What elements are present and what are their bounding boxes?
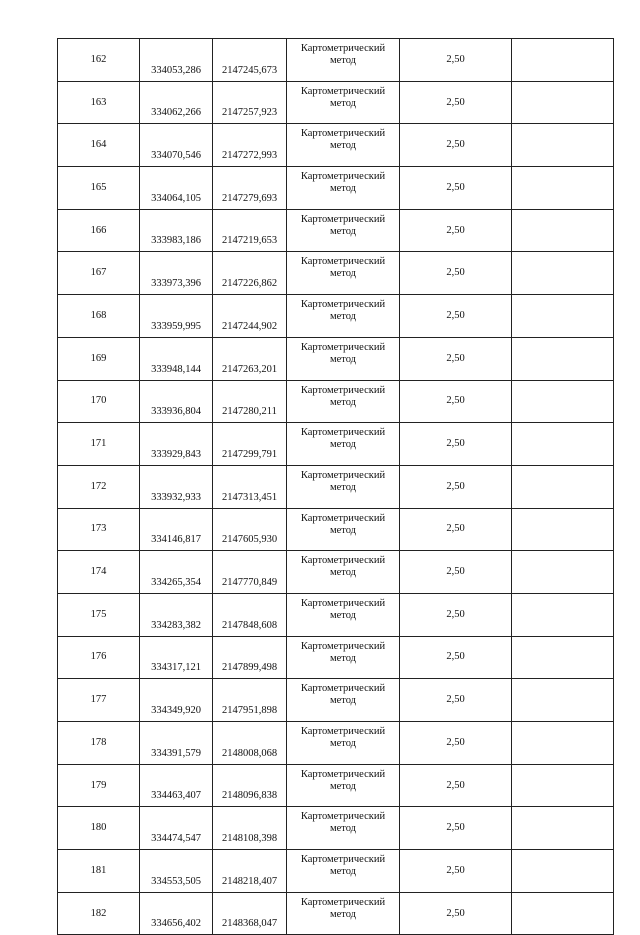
accuracy-cell: 2,50: [400, 124, 512, 167]
point-number-cell: 174: [58, 551, 140, 594]
method-text: Картометрический метод: [300, 811, 386, 835]
x-coordinate-cell: 334656,402: [140, 892, 213, 935]
accuracy-cell: 2,50: [400, 892, 512, 935]
table-row: [58, 892, 614, 935]
method-text: Картометрический метод: [300, 726, 386, 749]
y-coordinate-cell: 2148096,838: [213, 764, 287, 807]
accuracy-cell: 2,50: [400, 508, 512, 551]
point-number-cell: 181: [58, 850, 140, 893]
y-coordinate-cell: 2148008,068: [213, 722, 287, 765]
table-row: [58, 593, 614, 636]
y-coordinate-cell: 2147848,608: [213, 593, 287, 636]
y-coordinate-cell: 2147951,898: [213, 679, 287, 722]
method-cell: [287, 593, 400, 636]
method-cell: [287, 636, 400, 679]
y-coordinate-cell: 2147299,791: [213, 423, 287, 466]
method-cell: [287, 167, 400, 210]
table-row: [58, 551, 614, 594]
y-coordinate-cell: 2147263,201: [213, 337, 287, 380]
note-cell: [512, 337, 614, 380]
note-cell: [512, 423, 614, 466]
y-coordinate-cell: 2147313,451: [213, 465, 287, 508]
method-cell: [287, 807, 400, 850]
note-cell: [512, 593, 614, 636]
method-text: Картометрический метод: [300, 341, 386, 365]
x-coordinate-cell: 334283,382: [140, 593, 213, 636]
point-number-cell: 179: [58, 764, 140, 807]
note-cell: [512, 124, 614, 167]
note-cell: [512, 551, 614, 594]
method-cell: [287, 39, 400, 82]
accuracy-cell: 2,50: [400, 295, 512, 338]
point-number-cell: 165: [58, 167, 140, 210]
method-cell: [287, 380, 400, 423]
y-coordinate-cell: 2147605,930: [213, 508, 287, 551]
note-cell: [512, 380, 614, 423]
accuracy-cell: 2,50: [400, 380, 512, 423]
point-number-cell: 173: [58, 508, 140, 551]
table-row: [58, 81, 614, 124]
note-cell: [512, 807, 614, 850]
method-text: Картометрический метод: [300, 299, 386, 323]
x-coordinate-cell: 334064,105: [140, 167, 213, 210]
table-row: [58, 423, 614, 466]
method-text: Картометрический метод: [300, 555, 386, 579]
table-row: [58, 209, 614, 252]
x-coordinate-cell: 334553,505: [140, 850, 213, 893]
point-number-cell: 163: [58, 81, 140, 124]
y-coordinate-cell: 2147279,693: [213, 167, 287, 210]
note-cell: [512, 850, 614, 893]
y-coordinate-cell: 2148368,047: [213, 892, 287, 935]
method-cell: [287, 124, 400, 167]
y-coordinate-cell: 2147244,902: [213, 295, 287, 338]
y-coordinate-cell: 2147257,923: [213, 81, 287, 124]
method-cell: [287, 508, 400, 551]
x-coordinate-cell: 333929,843: [140, 423, 213, 466]
table-row: [58, 508, 614, 551]
note-cell: [512, 39, 614, 82]
note-cell: [512, 167, 614, 210]
y-coordinate-cell: 2147219,653: [213, 209, 287, 252]
table-row: [58, 252, 614, 295]
x-coordinate-cell: 333936,804: [140, 380, 213, 423]
method-text: Картометрический метод: [300, 427, 386, 451]
method-cell: [287, 551, 400, 594]
y-coordinate-cell: 2147272,993: [213, 124, 287, 167]
note-cell: [512, 295, 614, 338]
accuracy-cell: 2,50: [400, 465, 512, 508]
table-row: [58, 337, 614, 380]
x-coordinate-cell: 334349,920: [140, 679, 213, 722]
accuracy-cell: 2,50: [400, 167, 512, 210]
x-coordinate-cell: 334317,121: [140, 636, 213, 679]
accuracy-cell: 2,50: [400, 679, 512, 722]
accuracy-cell: 2,50: [400, 636, 512, 679]
table-row: [58, 636, 614, 679]
accuracy-cell: 2,50: [400, 722, 512, 765]
method-cell: [287, 679, 400, 722]
table-row: [58, 39, 614, 82]
method-cell: [287, 850, 400, 893]
point-number-cell: 172: [58, 465, 140, 508]
method-text: Картометрический метод: [300, 256, 386, 280]
note-cell: [512, 679, 614, 722]
table-row: [58, 167, 614, 210]
point-number-cell: 182: [58, 892, 140, 935]
y-coordinate-cell: 2147899,498: [213, 636, 287, 679]
table-row: [58, 124, 614, 167]
method-cell: [287, 209, 400, 252]
method-text: Картометрический метод: [300, 512, 386, 536]
accuracy-cell: 2,50: [400, 551, 512, 594]
x-coordinate-cell: 333948,144: [140, 337, 213, 380]
x-coordinate-cell: 334391,579: [140, 722, 213, 765]
note-cell: [512, 636, 614, 679]
method-text: Картометрический метод: [300, 213, 386, 237]
note-cell: [512, 81, 614, 124]
x-coordinate-cell: 333959,995: [140, 295, 213, 338]
note-cell: [512, 892, 614, 935]
method-text: Картометрический метод: [300, 171, 386, 195]
note-cell: [512, 508, 614, 551]
coordinates-table: [57, 38, 614, 935]
accuracy-cell: 2,50: [400, 81, 512, 124]
note-cell: [512, 764, 614, 807]
x-coordinate-cell: 334265,354: [140, 551, 213, 594]
x-coordinate-cell: 334070,546: [140, 124, 213, 167]
point-number-cell: 166: [58, 209, 140, 252]
point-number-cell: 177: [58, 679, 140, 722]
method-cell: [287, 722, 400, 765]
point-number-cell: 170: [58, 380, 140, 423]
method-cell: [287, 764, 400, 807]
table-row: [58, 722, 614, 765]
table-row: [58, 295, 614, 338]
x-coordinate-cell: 334146,817: [140, 508, 213, 551]
x-coordinate-cell: 334062,266: [140, 81, 213, 124]
accuracy-cell: 2,50: [400, 593, 512, 636]
method-text: Картометрический метод: [300, 85, 386, 109]
accuracy-cell: 2,50: [400, 252, 512, 295]
point-number-cell: 162: [58, 39, 140, 82]
method-text: Картометрический метод: [300, 640, 386, 664]
method-cell: [287, 465, 400, 508]
point-number-cell: 180: [58, 807, 140, 850]
table-row: [58, 850, 614, 893]
method-text: Картометрический метод: [300, 597, 386, 621]
coordinates-table-body: [58, 39, 614, 935]
accuracy-cell: 2,50: [400, 764, 512, 807]
accuracy-cell: 2,50: [400, 337, 512, 380]
point-number-cell: 176: [58, 636, 140, 679]
method-text: Картометрический метод: [300, 128, 386, 152]
method-text: Картометрический метод: [300, 854, 386, 878]
table-row: [58, 679, 614, 722]
point-number-cell: 171: [58, 423, 140, 466]
method-cell: [287, 252, 400, 295]
point-number-cell: 168: [58, 295, 140, 338]
accuracy-cell: 2,50: [400, 39, 512, 82]
x-coordinate-cell: 333973,396: [140, 252, 213, 295]
method-cell: [287, 295, 400, 338]
accuracy-cell: 2,50: [400, 423, 512, 466]
y-coordinate-cell: 2147226,862: [213, 252, 287, 295]
note-cell: [512, 465, 614, 508]
point-number-cell: 169: [58, 337, 140, 380]
table-row: [58, 380, 614, 423]
point-number-cell: 175: [58, 593, 140, 636]
y-coordinate-cell: 2147245,673: [213, 39, 287, 82]
point-number-cell: 178: [58, 722, 140, 765]
method-cell: [287, 423, 400, 466]
y-coordinate-cell: 2148218,407: [213, 850, 287, 893]
y-coordinate-cell: 2147770,849: [213, 551, 287, 594]
note-cell: [512, 722, 614, 765]
method-text: Картометрический метод: [300, 384, 386, 408]
point-number-cell: 164: [58, 124, 140, 167]
note-cell: [512, 252, 614, 295]
method-cell: [287, 81, 400, 124]
method-text: Картометрический метод: [300, 896, 386, 920]
point-number-cell: 167: [58, 252, 140, 295]
method-text: Картометрический метод: [300, 43, 386, 66]
x-coordinate-cell: 334053,286: [140, 39, 213, 82]
x-coordinate-cell: 334463,407: [140, 764, 213, 807]
method-cell: [287, 892, 400, 935]
accuracy-cell: 2,50: [400, 850, 512, 893]
accuracy-cell: 2,50: [400, 807, 512, 850]
x-coordinate-cell: 333983,186: [140, 209, 213, 252]
method-cell: [287, 337, 400, 380]
y-coordinate-cell: 2147280,211: [213, 380, 287, 423]
x-coordinate-cell: 334474,547: [140, 807, 213, 850]
method-text: Картометрический метод: [300, 768, 386, 792]
table-row: [58, 465, 614, 508]
table-row: [58, 807, 614, 850]
y-coordinate-cell: 2148108,398: [213, 807, 287, 850]
note-cell: [512, 209, 614, 252]
method-text: Картометрический метод: [300, 683, 386, 707]
table-row: [58, 764, 614, 807]
method-text: Картометрический метод: [300, 469, 386, 493]
x-coordinate-cell: 333932,933: [140, 465, 213, 508]
accuracy-cell: 2,50: [400, 209, 512, 252]
